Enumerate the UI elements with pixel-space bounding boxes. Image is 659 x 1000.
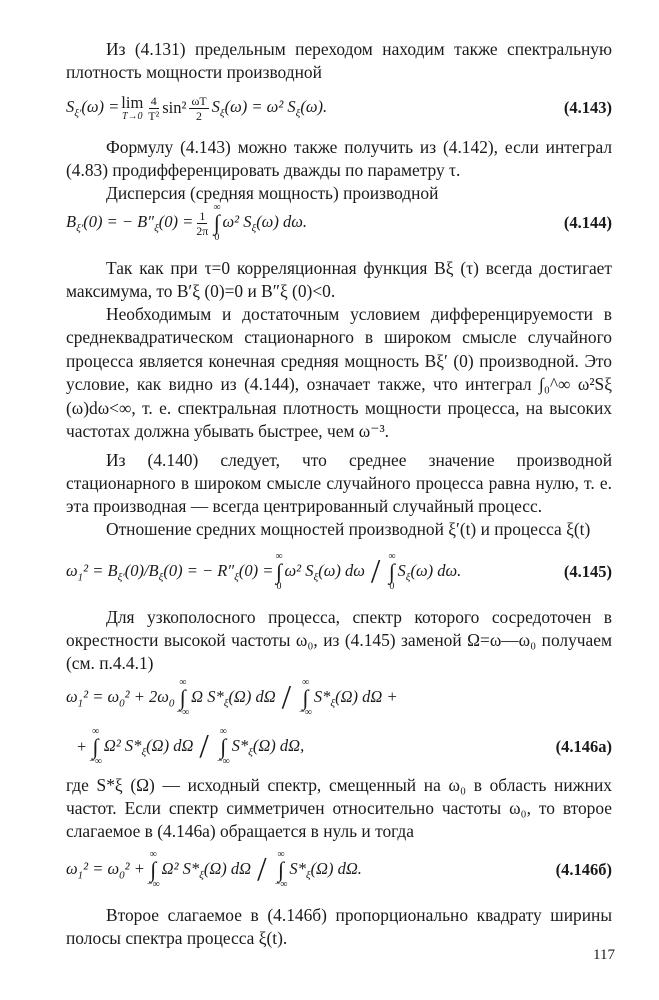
formula-4-146a-line2 <box>66 727 612 767</box>
paragraph-variance: Дисперсия (средняя мощность) производной <box>106 183 439 203</box>
formula-4-146b <box>66 850 612 890</box>
equation-number-4-145: (4.145) <box>563 562 612 581</box>
paragraph-formula-note: Формулу (4.143) можно также получить из (4.142), если интеграл (4.83) продифференцировать дважды по параметру τ. <box>66 137 612 180</box>
paragraph-differentiability: Необходимым и достаточным условием дифференцируемости в среднеквадратическом стационарного в широком смысле случайного процесса является конечная средняя мощность Bξ′ (0) производной. Это условие, как видно из (4.144), означает также, что интеграл ∫₀^∞ ω²Sξ (ω)dω<∞, т. е. спектральная плотность мощности процесса, на высоких частотах должна убывать быстрее, чем ω⁻³. <box>66 304 612 442</box>
paragraph-ratio: Отношение средних мощностей производной ξ′(t) и процесса ξ(t) <box>106 519 591 539</box>
formula-4-146a-line1 <box>66 678 612 718</box>
equation-number-4-146a: (4.146а) <box>555 737 612 756</box>
paragraph-mean: Из (4.140) следует, что среднее значение производной стационарного в широком смысле случайного процесса равна нулю, т. е. эта производная — всегда центрированный случайный процесс. <box>66 450 612 516</box>
formula-4-144-body: $B_{\xi'}(0)$ = − $B''_\xi(0)$ = $\frac{1}{2\pi}$ ∞ ∫ 0 ω² $S_\xi(\omega)$ dω. <box>66 202 307 243</box>
formula-4-145-body: $\omega_1^2 = B_{\xi'}(0)/B_\xi(0)$ = − $R''_\xi(0)$ = ∞ ∫ 0 ω² $S_\xi(\omega)$ dω / ∞ ∫ 0 $S_\xi(\omega)$ dω. <box>66 551 462 592</box>
formula-4-143-body: $S_{\xi'}(\omega)$ = lim T→0 $\frac{4}{\text{T²}}$ sin² $\frac{\omega T}{2}$ $S_\xi(\omega) = \omega^2$ $S_\xi(\omega)$. <box>66 92 328 123</box>
equation-number-4-144: (4.144) <box>563 213 612 232</box>
paragraph-maximum: Так как при τ=0 корреляционная функция Bξ (τ) всегда достигает максимума, то B′ξ (0)=0 и B″ξ (0)<0. <box>66 258 612 301</box>
formula-4-146a-line1-body: $\omega_1^2 = \omega_0^2 + 2\omega_0$ ∞ ∫ −∞ Ω $S*_\xi(\Omega)$ dΩ / ∞ ∫ −∞ $S*_\xi(\Omega) d\Omega$ + <box>66 677 398 718</box>
formula-4-146b-body: $\omega_1^2 = \omega_0^2$ + ∞ ∫ −∞ Ω² $S*_\xi(\Omega)$ dΩ / ∞ ∫ −∞ $S*_\xi(\Omega)$ dΩ. <box>66 849 362 890</box>
page-number: 117 <box>593 947 615 963</box>
equation-number-4-146b: (4.146б) <box>555 860 612 879</box>
formula-4-145 <box>66 552 612 592</box>
equation-number-4-143: (4.143) <box>563 98 612 117</box>
paragraph-shifted-spectrum: где S*ξ (Ω) — исходный спектр, смещенный на ω₀ в область нижних частот. Если спектр симметричен относительно частоты ω₀, то второе слагаемое в (4.146а) обращается в нуль и тогда <box>66 775 612 841</box>
formula-4-144 <box>66 203 612 243</box>
formula-4-143 <box>66 88 612 128</box>
paragraph-intro: Из (4.131) предельным переходом находим также спектральную плотность мощности производной <box>66 39 612 82</box>
paragraph-bandwidth: Второе слагаемое в (4.146б) пропорционально квадрату ширины полосы спектра процесса ξ(t). <box>66 905 612 948</box>
formula-4-146a-line2-body: + ∞ ∫ −∞ Ω² $S*_\xi(\Omega)$ dΩ / ∞ ∫ −∞ $S*_\xi(\Omega)$ dΩ, <box>76 726 305 767</box>
paragraph-narrowband: Для узкополосного процесса, спектр которого сосредоточен в окрестности высокой частоты ω₀, из (4.145) заменой Ω=ω—ω₀ получаем (см. п.4.4.1) <box>66 607 612 673</box>
